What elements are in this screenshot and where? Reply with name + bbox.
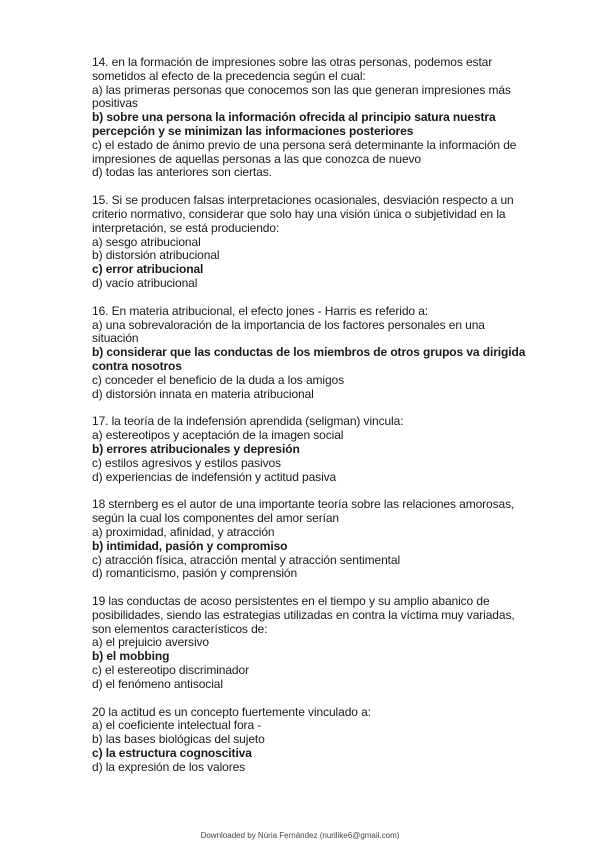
question-block [92, 194, 532, 291]
correct-answer-line: c) error atribucional [92, 262, 204, 277]
question-block [92, 56, 532, 180]
question-block [92, 595, 532, 692]
answer-option-line: positivas [92, 96, 138, 111]
correct-answer-line: c) la estructura cognoscitiva [92, 746, 252, 761]
answer-option-line: d) el fenómeno antisocial [92, 676, 223, 691]
question-prompt-line: criterio normativo, considerar que solo hay una visión única o subjetividad en la [92, 206, 506, 221]
answer-option-line: b) distorsión atribucional [92, 248, 220, 263]
question-block [92, 305, 532, 402]
answer-option-line: c) atracción física, atracción mental y atracción sentimental [92, 552, 401, 567]
answer-option-line: d) romanticismo, pasión y comprensión [92, 566, 298, 581]
answer-option-line: a) estereotipos y aceptación de la imagen social [92, 428, 344, 443]
correct-answer-line: b) el mobbing [92, 649, 170, 664]
correct-answer-line: percepción y se minimizan las informaciones posteriores [92, 123, 414, 138]
answer-option-line: situación [92, 331, 139, 346]
download-footer: Downloaded by Núria Fernández (nurilike6@gmail.com) [200, 831, 400, 840]
question-prompt-line: según la cual los componentes del amor serían [92, 511, 339, 526]
answer-option-line: a) el prejuicio aversivo [92, 635, 209, 650]
question-block [92, 498, 532, 581]
question-prompt-line: 20 la actitud es un concepto fuertemente vinculado a: [92, 704, 371, 719]
answer-option-line: d) la expresión de los valores [92, 759, 246, 774]
answer-option-line: a) sesgo atribucional [92, 234, 201, 249]
question-block [92, 415, 532, 484]
answer-option-line: a) una sobrevaloración de la importancia de los factores personales en una [92, 317, 485, 332]
question-prompt-line: 19 las conductas de acoso persistentes en el tiempo y su amplio abanico de [92, 594, 490, 609]
answer-option-line: c) el estado de ánimo previo de una persona será determinante la información de [92, 137, 517, 152]
answer-option-line: a) el coeficiente intelectual fora - [92, 718, 262, 733]
question-prompt-line: 18 sternberg es el autor de una importante teoría sobre las relaciones amorosas, [92, 497, 515, 512]
answer-option-line: d) vacío atribucional [92, 275, 198, 290]
question-prompt-line: 17. la teoría de la indefensión aprendida (seligman) vincula: [92, 414, 404, 429]
question-prompt-line: interpretación, se está produciendo: [92, 220, 280, 235]
answer-option-line: c) el estereotipo discriminador [92, 663, 249, 678]
correct-answer-line: b) errores atribucionales y depresión [92, 441, 300, 456]
question-prompt-line: sometidos al efecto de la precedencia según el cual: [92, 68, 366, 83]
question-prompt-line: son elementos característicos de: [92, 621, 268, 636]
correct-answer-line: b) considerar que las conductas de los miembros de otros grupos va dirigida [92, 345, 526, 360]
correct-answer-line: b) sobre una persona la información ofrecida al principio satura nuestra [92, 110, 496, 125]
correct-answer-line: contra nosotros [92, 358, 182, 373]
document-body [92, 56, 532, 789]
question-prompt-line: posibilidades, siendo las estrategias utilizadas en contra la víctima muy variadas, [92, 607, 515, 622]
answer-option-line: d) experiencias de indefensión y actitud pasiva [92, 469, 337, 484]
answer-option-line: a) las primeras personas que conocemos son las que generan impresiones más [92, 82, 511, 97]
answer-option-line: b) las bases biológicas del sujeto [92, 732, 265, 747]
answer-option-line: a) proximidad, afinidad, y atracción [92, 524, 275, 539]
answer-option-line: c) estilos agresivos y estilos pasivos [92, 455, 281, 470]
question-prompt-line: 16. En materia atribucional, el efecto jones - Harris es referido a: [92, 303, 429, 318]
answer-option-line: impresiones de aquellas personas a las que conozca de nuevo [92, 151, 421, 166]
question-prompt-line: 14. en la formación de impresiones sobre las otras personas, podemos estar [92, 55, 493, 69]
question-block [92, 706, 532, 775]
correct-answer-line: b) intimidad, pasión y compromiso [92, 538, 288, 553]
answer-option-line: d) distorsión innata en materia atribucional [92, 386, 314, 401]
answer-option-line: c) conceder el beneficio de la duda a los amigos [92, 372, 345, 387]
answer-option-line: d) todas las anteriores son ciertas. [92, 165, 272, 180]
question-prompt-line: 15. Si se producen falsas interpretaciones ocasionales, desviación respecto a un [92, 193, 514, 208]
